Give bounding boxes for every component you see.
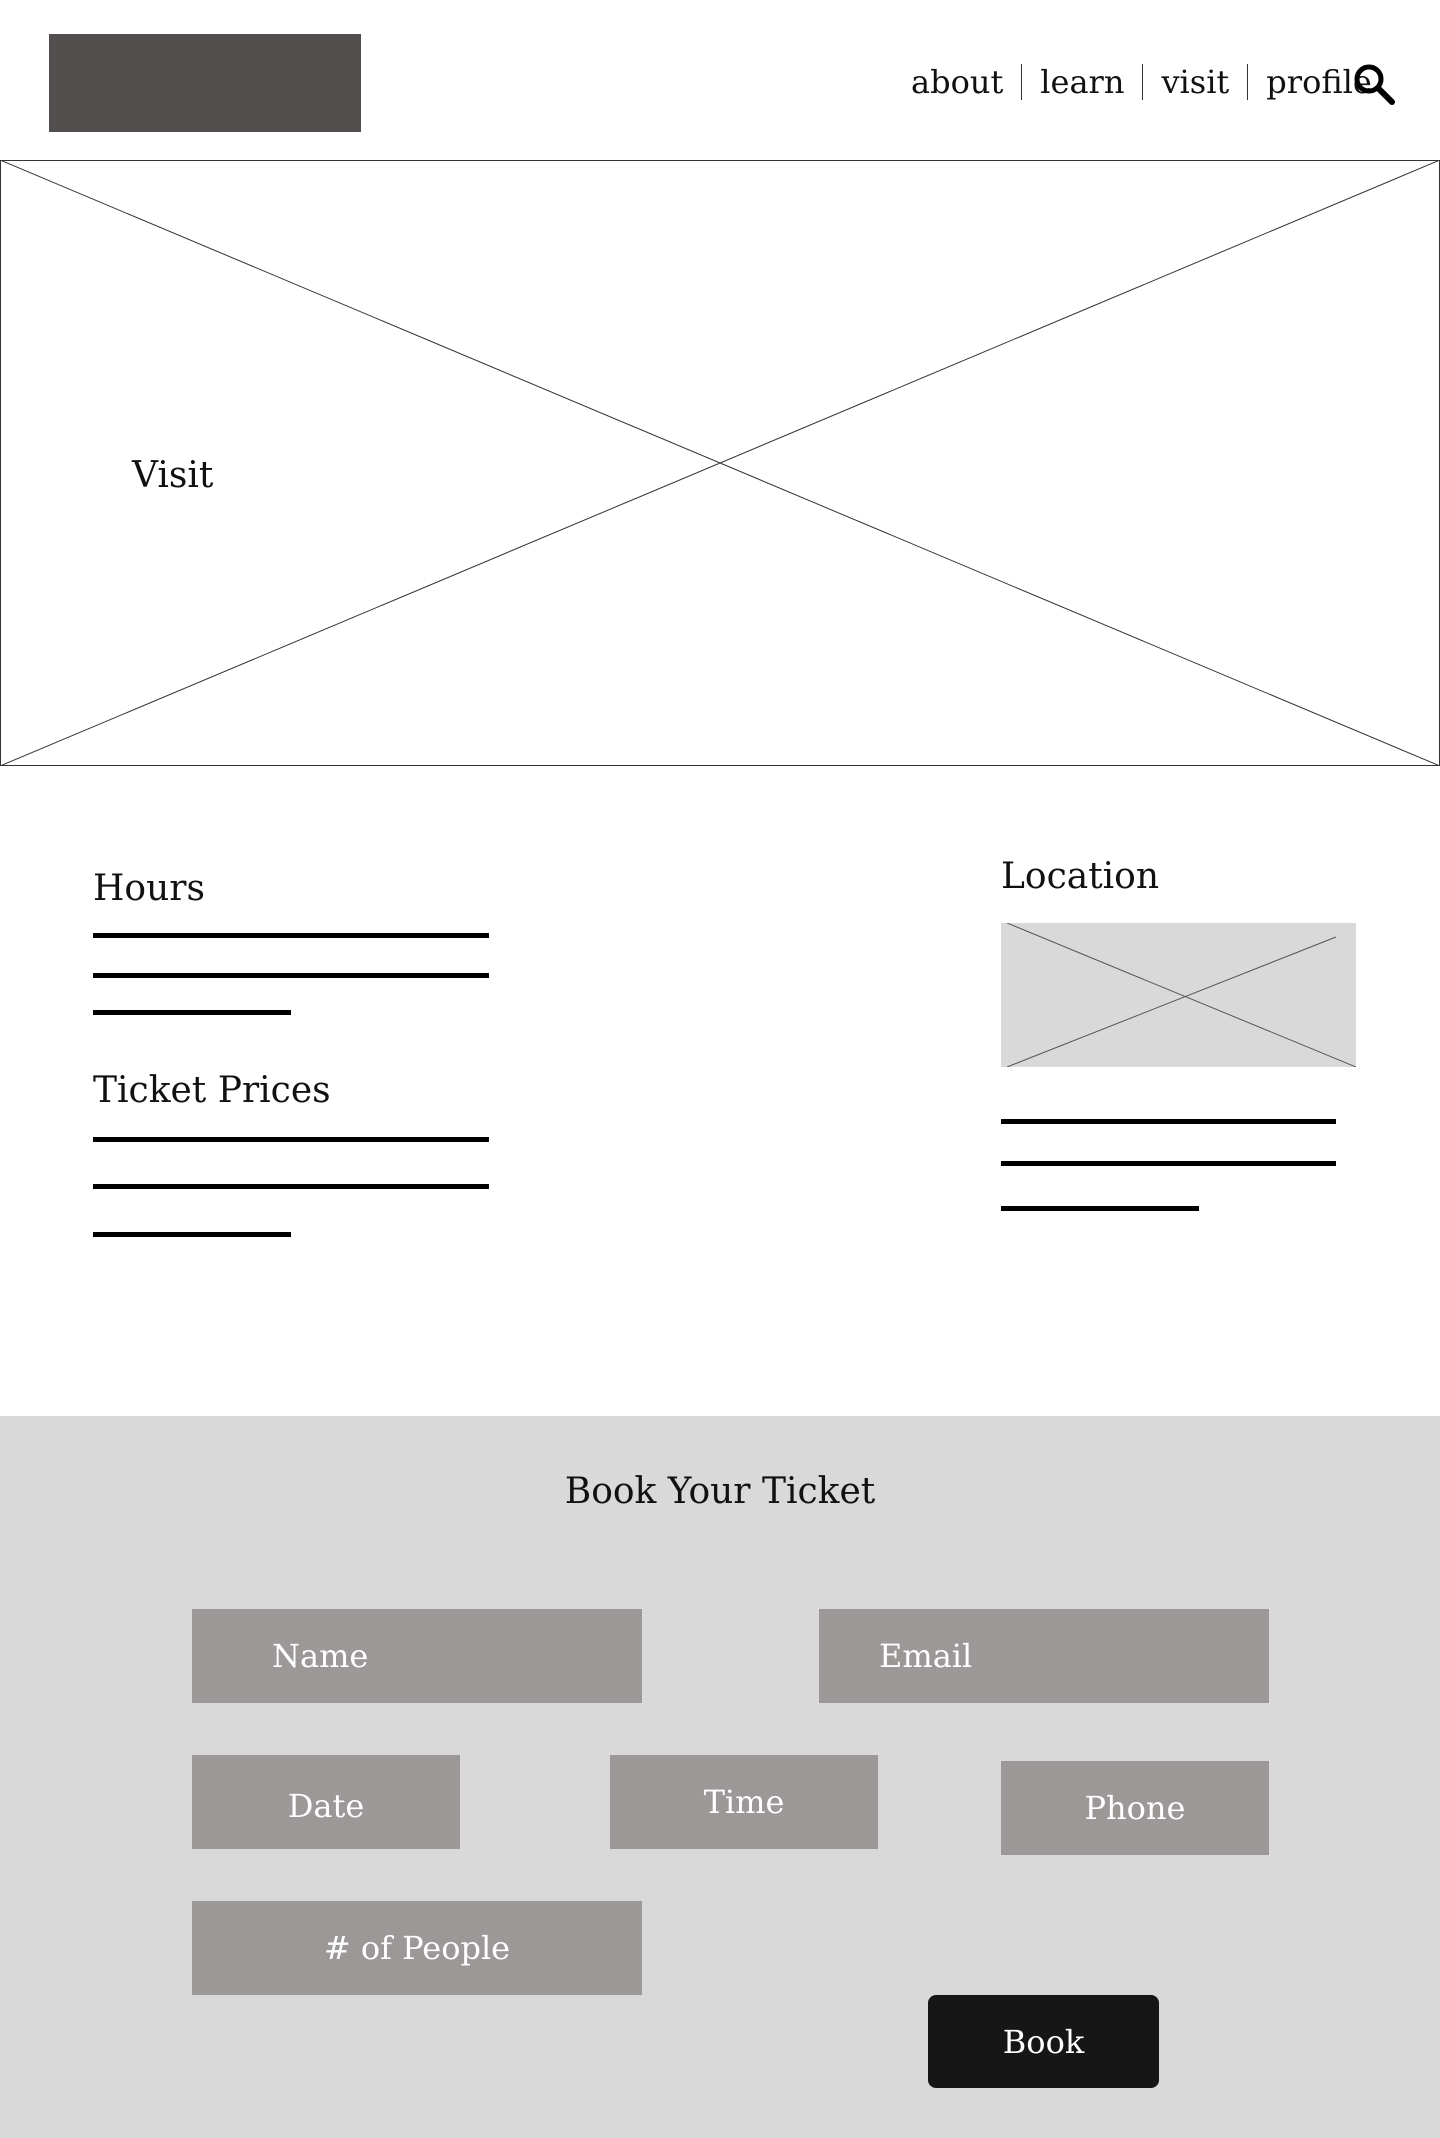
search-icon[interactable]: [1352, 62, 1396, 106]
time-field[interactable]: [610, 1755, 878, 1849]
nav-learn[interactable]: learn: [1040, 63, 1125, 101]
hours-text-line: [93, 1010, 291, 1015]
nav-visit[interactable]: visit: [1161, 63, 1230, 101]
site-logo[interactable]: [49, 34, 361, 132]
book-button[interactable]: Book: [928, 1995, 1159, 2088]
people-count-field[interactable]: [192, 1901, 642, 1995]
booking-title: Book Your Ticket: [564, 1471, 876, 1512]
phone-field[interactable]: [1001, 1761, 1269, 1855]
nav-about[interactable]: about: [911, 63, 1004, 101]
hero-image-placeholder: [0, 160, 1440, 766]
ticket-prices-heading: Ticket Prices: [93, 1070, 331, 1111]
hours-text-line: [93, 933, 489, 938]
email-field-placeholder: Email: [879, 1637, 973, 1675]
date-field[interactable]: [192, 1755, 460, 1849]
prices-text-line: [93, 1137, 489, 1142]
time-field-placeholder: Time: [703, 1783, 785, 1821]
date-field-placeholder: Date: [287, 1787, 365, 1825]
prices-text-line: [93, 1232, 291, 1237]
map-placeholder[interactable]: [1001, 923, 1356, 1067]
people-count-placeholder: # of People: [323, 1929, 511, 1967]
location-text-line: [1001, 1206, 1199, 1211]
location-text-line: [1001, 1119, 1336, 1124]
location-heading: Location: [1001, 856, 1160, 897]
name-field[interactable]: [192, 1609, 642, 1703]
email-field[interactable]: [819, 1609, 1269, 1703]
prices-text-line: [93, 1184, 489, 1189]
hero-title: Visit: [132, 455, 214, 496]
nav-profile[interactable]: profile: [1266, 63, 1372, 101]
name-field-placeholder: Name: [272, 1637, 369, 1675]
phone-field-placeholder: Phone: [1084, 1789, 1186, 1827]
hours-text-line: [93, 973, 489, 978]
hours-heading: Hours: [93, 868, 205, 909]
location-text-line: [1001, 1161, 1336, 1166]
main-nav: [893, 60, 1390, 104]
